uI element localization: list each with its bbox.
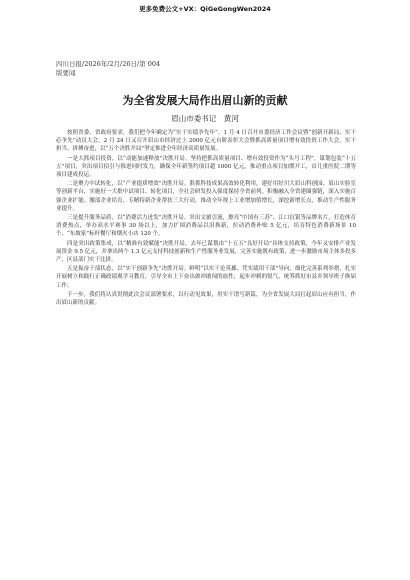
paragraph: 四是突出政策集成，以“精准有效赋能”决胜开局。去年已谋划由“十五五”良好开局”具体支持政策，今年又安排产业发展资金 9.5 亿元，并拿出两个 1.3 亿元支持科技创新和生产性服务业发展，完善实施既有政策，进一步激励市场主体多投多产，区县部门实干比拼。 [56, 240, 356, 264]
publication-meta [56, 60, 356, 78]
paragraph: 下一步，我们将认真贯彻此次会议部署要求，以行动见效果，用实干谱写新篇，为全省发展大局扛起眉山应有担当，作出眉山新的贡献。 [56, 291, 356, 307]
article-body [56, 129, 356, 308]
paragraph: 按照省委、省政府要求，我们把今年确定为“实干实绩争先年”。1 月 4 日召开市委经济工作会议暨“创新开新局、实干必争先”动员大会，2 月 24 日又召开眉山市经济过上 2000 亿元台阶表彰大会暨抓高质量项目增有效投资工作大会，实干担当、拼搏奋进，以“五个决胜开局”坚定推进全年经济高质量发展。 [56, 130, 356, 153]
publication-source: 四川日报/2026年/2月/26日/第 004 [56, 60, 161, 68]
promo-banner: 更多免费公文+VX：QiGeGongWen2024 [139, 5, 271, 13]
paragraph: 三是提升服务品质，以“消费活力迸发”决胜开局。突出文旅引流，擦亮“中国有三苏”、江口沉银等品牌名片，打造体育消费热点，举办高水平赛事 30 场以上，加力扩围消费品以旧换新，拉动消费补贴 5 亿元，培育特色消费新场景 10 个、“东坡家”标杆餐厅和烟火小店 120 个。 [56, 215, 356, 238]
publication-section: 版要闻 [56, 69, 76, 77]
paragraph: 二是聚力中试转化，以“产业提质增效”决胜开局。狠抓科技成果高效转化利用，建好用好川大眉山科创园、眉山实验室等创新平台，实施好一大批中试项目、转化项目，全社会研发投入强度保持全省前列。积极融入全省建圈强链，深入实施百强企业扩能、腰部企业培育、专精特新企业帮扶三大行动，推动全年规上工业增加值增长，深挖新增长点，推动生产性服务业提升。 [56, 181, 356, 212]
paragraph: 一是大抓项目投资，以“动能加速释放”决胜开局。坚持把抓高质量项目、增有效投资作为“头号工程”，谋划包装“十五五”项目，突出项目招引与推进同时发力，确保全年新签约项目超 1000 亿元，推动重点项目加期开工，首几重医院二期等项目建成投运。 [56, 155, 356, 179]
article-byline: 眉山市委书记 黄河 [171, 114, 239, 123]
article-title: 为全省发展大局作出眉山新的贡献 [122, 94, 288, 107]
paragraph: 五是振奋干部状态，以“实干创新争先”决胜开局。鲜明“以实干论英雄、凭实绩用干部”导向，细化完善系列举措，扎实开展树立和践行正确政绩观学习教育，引导全市上下奋出敢冲敢闯的血性，起步冲刺的锐气，统筹抓好市县乡领导班子换届工作。 [56, 266, 356, 289]
